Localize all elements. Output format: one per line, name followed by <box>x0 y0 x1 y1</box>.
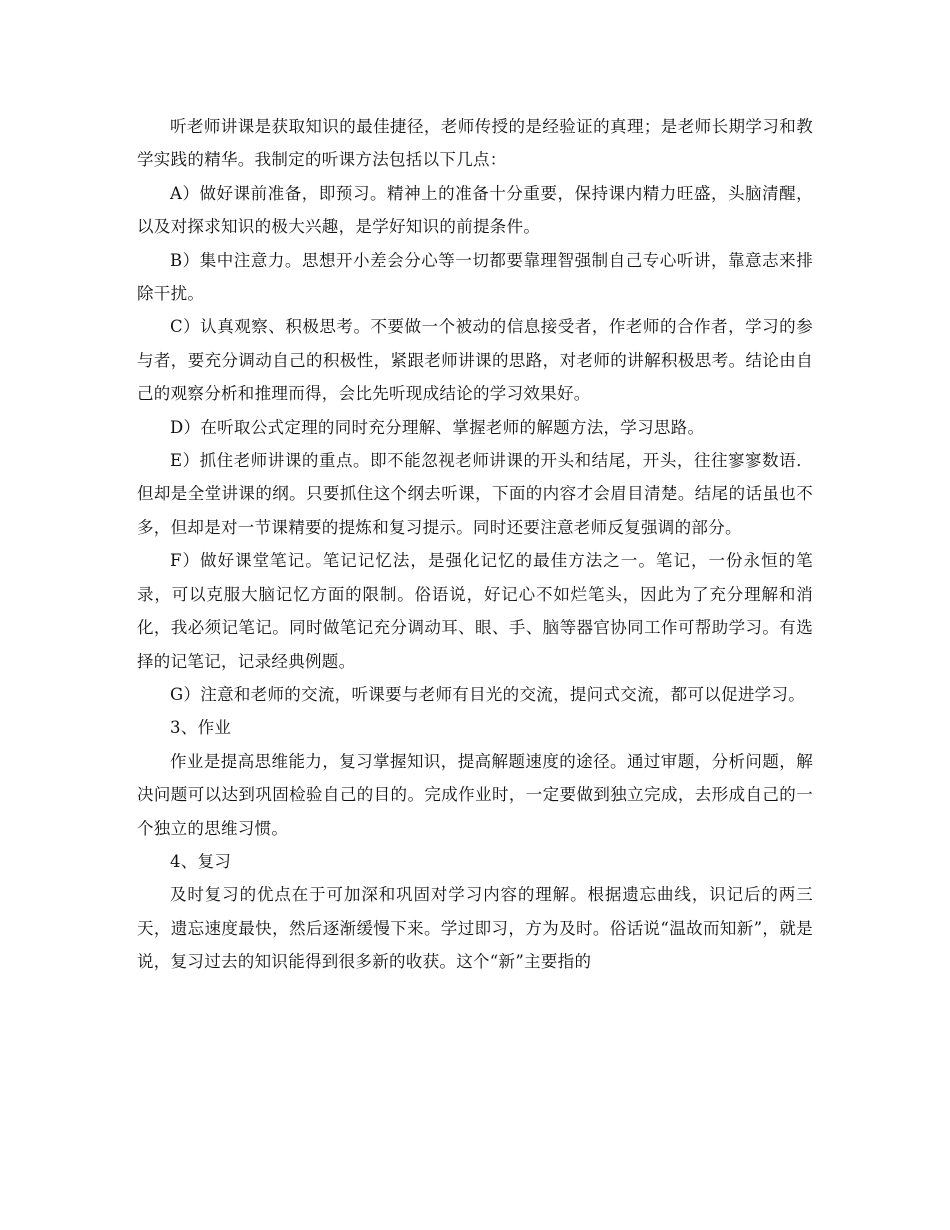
para-review: 及时复习的优点在于可加深和巩固对学习内容的理解。根据遗忘曲线，识记后的两三天，遗忘速度最快，然后逐渐缓慢下来。学过即习，方为及时。俗话说“温故而知新”，就是说，复习过去的知识能得到很多新的收获。这个“新”主要指的 <box>137 885 813 972</box>
section-heading-homework: 3、作业 <box>170 718 232 738</box>
para-homework: 作业是提高思维能力，复习掌握知识，提高解题速度的途径。通过审题，分析问题，解决问题可以达到巩固检验自己的目的。完成作业时，一定要做到独立完成，去形成自己的一个独立的思维习惯。 <box>137 751 813 838</box>
para-item-e: E）抓住老师讲课的重点。即不能忽视老师讲课的开头和结尾，开头，往往寥寥数语．但却是全堂讲课的纲。只要抓住这个纲去听课，下面的内容才会眉目清楚。结尾的话虽也不多，但却是对一节课精要的提炼和复习提示。同时还要注意老师反复强调的部分。 <box>137 451 813 537</box>
para-listening-intro: 听老师讲课是获取知识的最佳捷径，老师传授的是经验证的真理；是老师长期学习和教学实践的精华。我制定的听课方法包括以下几点： <box>137 117 813 170</box>
para-item-c: C）认真观察、积极思考。不要做一个被动的信息接受者，作老师的合作者，学习的参与者，要充分调动自己的积极性，紧跟老师讲课的思路，对老师的讲解积极思考。结论由自己的观察分析和推理而得，会比先听现成结论的学习效果好。 <box>137 317 813 404</box>
para-item-g: G）注意和老师的交流，听课要与老师有目光的交流，提问式交流，都可以促进学习。 <box>170 684 806 704</box>
para-item-f: F）做好课堂笔记。笔记记忆法，是强化记忆的最佳方法之一。笔记，一份永恒的笔录，可以克服大脑记忆方面的限制。俗语说，好记心不如烂笔头，因此为了充分理解和消化，我必须记笔记。同时做笔记充分调动耳、眼、手、脑等器官协同工作可帮助学习。有选择的记笔记，记录经典例题。 <box>137 551 813 671</box>
para-item-a: A）做好课前准备，即预习。精神上的准备十分重要，保持课内精力旺盛，头脑清醒，以及对探求知识的极大兴趣，是学好知识的前提条件。 <box>137 183 813 237</box>
para-item-b: B）集中注意力。思想开小差会分心等一切都要靠理智强制自己专心听讲，靠意志来排除干扰。 <box>137 250 813 304</box>
document-page <box>137 110 813 979</box>
para-item-d: D）在听取公式定理的同时充分理解、掌握老师的解题方法，学习思路。 <box>170 417 705 437</box>
section-heading-review: 4、复习 <box>170 851 232 871</box>
